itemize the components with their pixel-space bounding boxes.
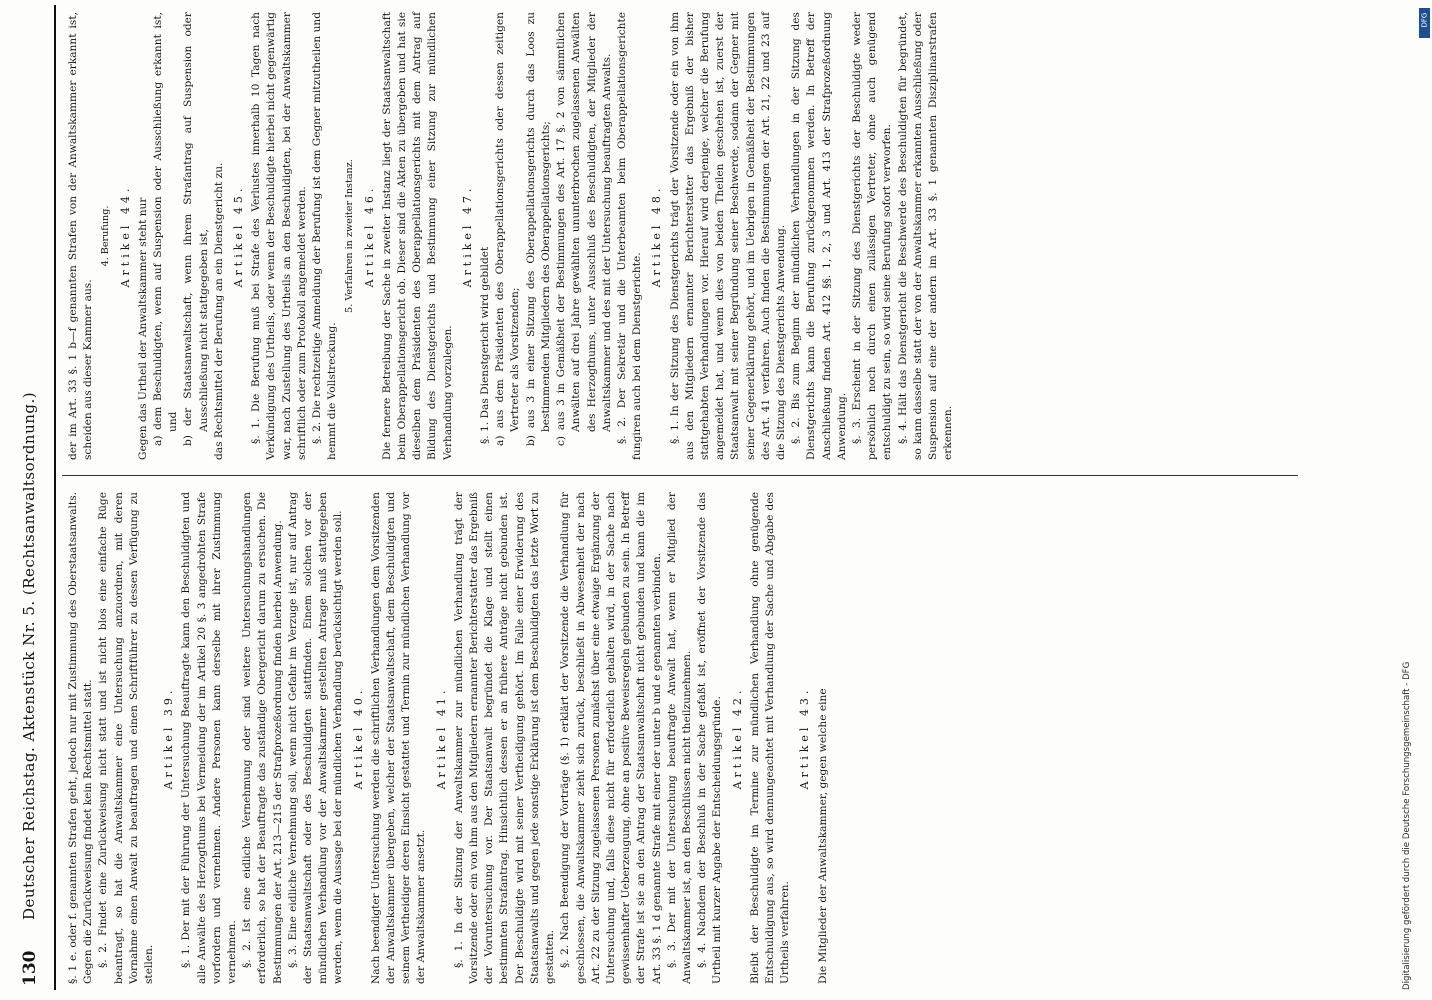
list-item: a) dem Beschuldigten, wenn auf Suspension oder Ausschließung erkannt ist, und bbox=[152, 12, 180, 446]
paragraph: §. 1. In der Sitzung des Dienstgerichts trägt der Vorsitzende oder ein von ihm aus den Mitgliedern ernannter Berichterstatter das Ergebniß der bisher stattgehabten Verhandlungen vor. Hierauf wird derjenige, welcher die Berufung angemeldet hat, und wenn dies von beiden Theilen geschehen ist, zuerst der Staatsanwalt mit seiner Begründung seiner Beschwerde, sodann der Gegner mit seiner Gegenerklärung gehört, und im Uebrigen in Gemäßheit der Bestimmungen des Art. 41 verfahren. Auch finden die Bestimmungen der Art. 21, 22 und 23 auf die Sitzung des Dienstgerichts Anwendung. bbox=[668, 12, 787, 460]
dfg-logo bbox=[1419, 8, 1430, 38]
paragraph: §. 4. Nachdem der Beschluß in der Sache gefaßt ist, eröffnet der Vorsitzende das Urtheil mit kurzer Angabe der Entscheidungsgründe. bbox=[696, 492, 724, 984]
paragraph: §. 2. Findet eine Zurückweisung nicht statt und ist nicht blos eine einfache Rüge beantragt, so hat die Anwaltskammer eine Untersuchung anzuordnen, mit deren Vornahme einen Anwalt zu beauftragen und einen Schriftführer zu dessen Verfügung zu stellen. bbox=[97, 492, 156, 984]
paragraph: der im Art. 33 §. 1 b—f genannten Strafen von der Anwaltskammer erkannt ist, scheiden aus dieser Kammer aus. bbox=[67, 12, 95, 460]
article-heading: Artikel 47. bbox=[460, 184, 474, 288]
column-divider bbox=[62, 475, 1298, 476]
paragraph: Bleibt der Beschuldigte im Termine zur mündlichen Verhandlung ohne genügende Entschuldigung aus, so wird dennungeachtet mit Verhandlung der Sache und Abgabe des Urtheils verfahren. bbox=[748, 492, 792, 984]
paragraph: §. 1. Die Berufung muß bei Strafe des Verlustes innerhalb 10 Tagen nach Verkündigung des Urtheils, oder wenn der Beschuldigte hierbei nicht gegenwärtig war, nach Zustellung des Urtheils an den Beschuldigten, bei der Anwaltskammer schriftlich oder zum Protokoll angemeldet werden. bbox=[250, 12, 308, 460]
page-number: 130 bbox=[20, 950, 40, 986]
paragraph: §. 1. Das Dienstgericht wird gebildet bbox=[479, 246, 492, 444]
dfg-logo-text: DFG bbox=[1420, 12, 1429, 28]
article-heading: Artikel 43. bbox=[798, 686, 812, 790]
paragraph: §. 1. Der mit der Führung der Untersuchung Beauftragte kann den Beschuldigten und alle Anwälte des Herzogthums bei Vermeidung der im Artikel 20 §. 3 angedrohten Strafe vorfordern und vernehmen. Andere Personen kann derselbe mit ihrer Zustimmung vernehmen. bbox=[180, 492, 239, 984]
left-column bbox=[66, 492, 831, 984]
paragraph: das Rechtsmittel der Berufung an ein Dienstgericht zu. bbox=[212, 162, 225, 460]
paragraph: Die fernere Betreibung der Sache in zweiter Instanz liegt der Staatsanwaltschaft beim Oberappellationsgericht ob. Dieser sind die Akten zu übergeben und hat sie dieselben dem Präsidenten des Oberappellationsgerichts mit dem Antrag auf Bildung des Dienstgerichts und Bestimmung einer Sitzung zur mündlichen Verhandlung vorzulegen. bbox=[380, 12, 454, 460]
article-heading: Artikel 40. bbox=[351, 686, 365, 790]
paragraph: §. 3. Erscheint in der Sitzung des Dienstgerichts der Beschuldigte weder persönlich noch durch einen zulässigen Vertreter, ohne auch genügend entschuldigt zu sein, so wird seine Berufung sofort verworfen. bbox=[850, 12, 894, 460]
page-header bbox=[0, 0, 62, 1000]
digitization-note bbox=[1396, 0, 1432, 1000]
paragraph: §. 2. Die rechtzeitige Anmeldung der Berufung ist dem Gegner mitzutheilen und hemmt die Vollstreckung. bbox=[311, 12, 339, 460]
paragraph: §. 4. Hält das Dienstgericht die Beschwerde des Beschuldigten für begründet, so kann dasselbe statt der von der Anwaltskammer erkannten Ausschließung oder Suspension auf eine der andern im Art. 33 §. 1 genannten Disziplinarstrafen erkennen. bbox=[896, 12, 955, 460]
paragraph: Gegen das Urtheil der Anwaltskammer steht nur bbox=[136, 197, 149, 460]
paragraph: §. 2. Ist eine eidliche Vernehmung oder sind weitere Untersuchungshandlungen erforderlich, so hat der Beauftragte das zuständige Obergericht darum zu ersuchen. Die Bestimmungen der Art. 213—215 der Strafprozeßordnung finden hierbei Anwendung. bbox=[241, 492, 284, 984]
article-heading: Artikel 48. bbox=[650, 184, 664, 288]
article-heading: Artikel 44. bbox=[118, 184, 132, 288]
list-item: c) aus 3 in Gemäßheit der Bestimmungen des Art. 17 §. 2 von sämmtlichen Anwälten auf drei Jahre gewählten ununterbrochen zugelassenen Anwälten des Herzogthums, unter Ausschluß des Beschuldigten, der Mitglieder der Anwaltskammer und des mit der Untersuchung beauftragten Anwalts. bbox=[555, 12, 613, 446]
article-heading: Artikel 46. bbox=[362, 184, 376, 288]
paragraph: §. 3. Eine eidliche Vernehmung soll, wenn nicht Gefahr im Verzuge ist, nur auf Antrag der Staatsanwaltschaft oder des Beschuldigten stattfinden. Einem solchen vor der mündlichen Verhandlung vor der Anwaltskammer gestellten Antrage muß stattgegeben werden, wenn die Aussage bei der mündlichen Verhandlung berücksichtigt werden soll. bbox=[286, 492, 345, 984]
article-heading: Artikel 45. bbox=[232, 184, 246, 288]
running-title: Deutscher Reichstag. Aktenstück Nr. 5. (Rechtsanwaltsordnung.) bbox=[20, 391, 38, 920]
section-subheading: 4. Berufung. bbox=[100, 205, 112, 267]
paragraph: §. 2. Nach Beendigung der Vorträge (§. 1) erklärt der Vorsitzende die Verhandlung für geschlossen, die Anwaltskammer zieht sich zurück, beschließt in Abwesenheit der nach Art. 22 zu der Sitzung zugelassenen Personen zunächst über eine etwaige Ergänzung der Untersuchung und, falls diese nicht für erforderlich gehalten wird, in der Sache nach gewissenhafter Ueberzeugung, ohne an positive Beweisregeln gebunden zu sein. In Betreff der Strafe ist sie an den Antrag der Staatsanwaltschaft nicht gebunden und kann die im Art. 33 §. 1 d genannte Strafe mit einer der unter b und e genannten verbinden. bbox=[559, 492, 663, 984]
paragraph: §. 2. Bis zum Beginn der mündlichen Verhandlungen in der Sitzung des Dienstgerichts kann die Berufung zurückgenommen werden. In Betreff der Anschließung finden Art. 412 §§. 1, 2, 3 und Art. 413 der Strafprozeßordnung Anwendung. bbox=[790, 12, 848, 460]
section-subheading: 5. Verfahren in zweiter Instanz. bbox=[344, 159, 356, 313]
article-heading: Artikel 42. bbox=[730, 686, 744, 790]
digitization-note-text: Digitalisierung gefördert durch die Deutsche Forschungsgemeinschaft - DFG bbox=[1402, 661, 1412, 990]
paragraph: §. 1. In der Sitzung der Anwaltskammer zur mündlichen Verhandlung trägt der Vorsitzende oder ein von ihm aus den Mitgliedern ernannter Berichterstatter das Ergebniß der Voruntersuchung vor. Der Staatsanwalt begründet die Klage und stellt einen bestimmten Strafantrag. Hinsichtlich dessen er an frühere Anträge nicht gebunden ist. Der Beschuldigte wird mit seiner Vertheidigung gehört. Im Falle einer Erwiderung des Staatsanwalts und gegen jede sonstige Erklärung ist dem Beschuldigten das letzte Wort zu gestatten. bbox=[452, 492, 557, 984]
list-item: b) aus 3 in einer Sitzung des Oberappellationsgerichts durch das Loos zu bestimmenden Mitgliedern des Oberappellationsgerichts; bbox=[524, 12, 552, 446]
list-item: b) der Staatsanwaltschaft, wenn ihrem Strafantrag auf Suspension oder Ausschließung nicht stattgegeben ist, bbox=[182, 12, 210, 446]
paragraph: §. 3. Der mit der Untersuchung beauftragte Anwalt hat, wenn er Mitglied der Anwaltskammer ist, an den Beschlüssen nicht theilzunehmen. bbox=[665, 492, 693, 984]
right-column bbox=[66, 12, 956, 460]
paragraph: §. 1 e. oder f. genannten Strafen geht, jedoch nur mit Zustimmung des Oberstaatsanwalts. Gegen die Zurückweisung findet kein Rechtsmittel statt. bbox=[67, 492, 95, 984]
header-rule bbox=[54, 5, 56, 990]
paragraph: Nach beendigter Untersuchung werden die schriftlichen Verhandlungen dem Vorsitzenden der Anwaltskammer übergeben, welcher der Staatsanwaltschaft, dem Beschuldigten und seinem Vertheidiger deren Einsicht gestattet und Termin zur mündlichen Verhandlung vor der Anwaltskammer ansetzt. bbox=[369, 492, 428, 984]
article-heading: Artikel 41. bbox=[434, 686, 448, 790]
list-item: a) aus dem Präsidenten des Oberappellationsgerichts oder dessen zeitigen Vertreter als Vorsitzenden; bbox=[494, 12, 522, 446]
paragraph: Die Mitglieder der Anwaltskammer, gegen welche eine bbox=[816, 688, 829, 984]
paragraph: §. 2. Der Sekretär und die Unterbeamten beim Oberappellationsgerichte fungiren auch bei dem Dienstgerichte. bbox=[615, 12, 644, 460]
article-heading: Artikel 39. bbox=[162, 686, 176, 790]
